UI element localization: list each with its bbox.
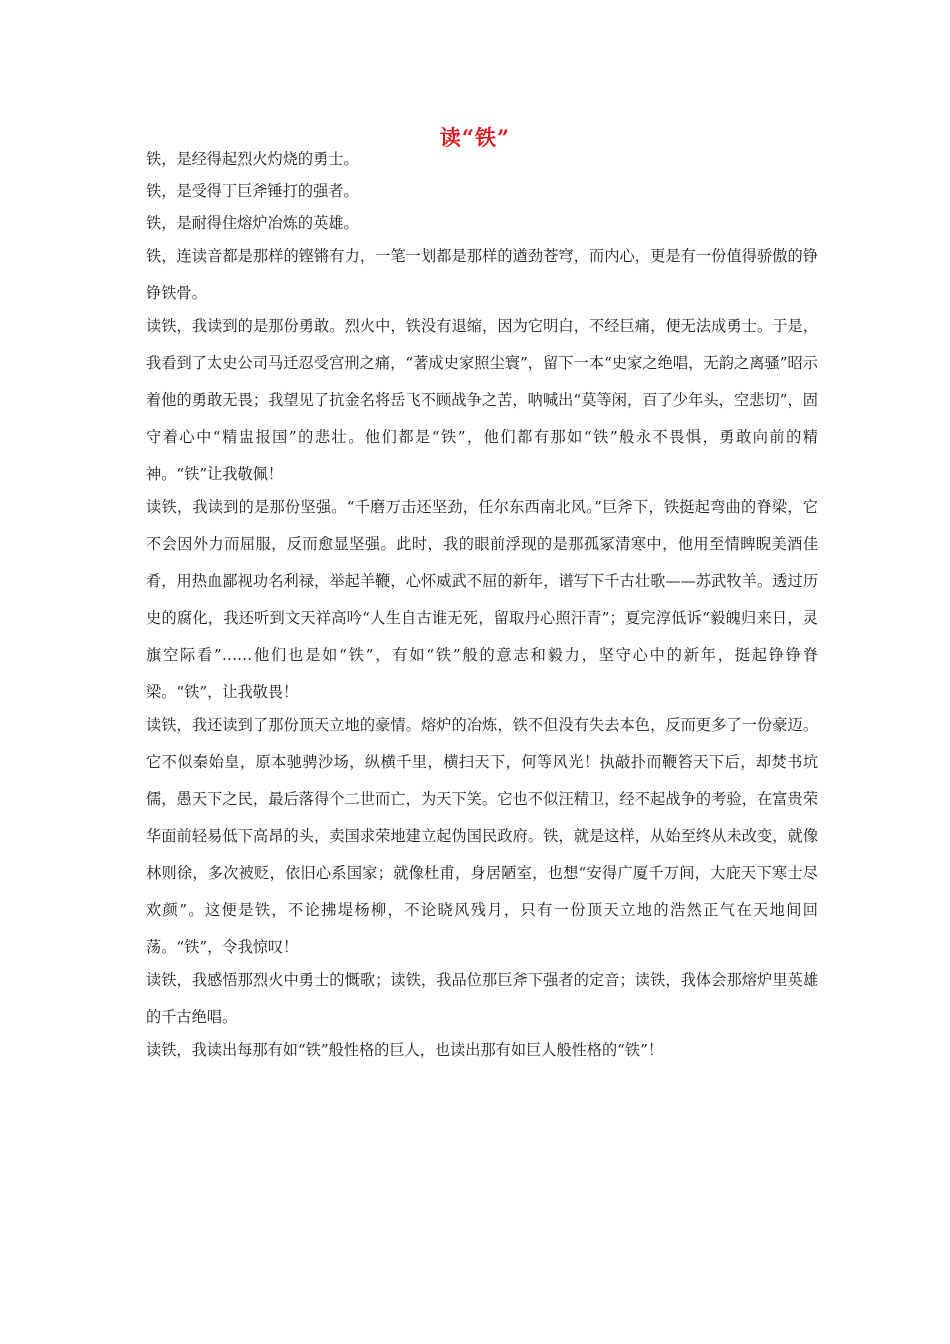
paragraph-9: 读铁，我读出每那有如“铁”般性格的巨人，也读出那有如巨人般性格的“铁”！	[146, 1041, 664, 1059]
paragraph-5: 读铁，我读到的是那份勇敢。烈火中，铁没有退缩，因为它明白，不经巨痛，便无法成勇士。于是，我看到了太史公司马迁忍受宫刑之痛，“著成史家照尘寰”，留下一本“史家之绝唱，无韵之离骚”昭示着他的勇敢无畏；我望见了抗金名将岳飞不顾战争之苦，呐喊出“莫等闲，百了少年头，空悲切”，固守着心中“精盅报国”的悲壮。他们都是“铁”，他们都有那如“铁”般永不畏惧，勇敢向前的精神。“铁”让我敬佩！	[146, 317, 818, 483]
paragraph-8: 读铁，我感悟那烈火中勇士的慨歌；读铁，我品位那巨斧下强者的定音；读铁，我体会那熔炉里英雄的千古绝唱。	[146, 971, 818, 1026]
paragraph-7: 读铁，我还读到了那份顶天立地的豪情。熔炉的冶炼，铁不但没有失去本色，反而更多了一份豪迈。它不似秦始皇，原本驰骋沙场，纵横千里，横扫天下，何等风光！执敲扑而鞭笞天下后，却焚书坑儒，愚天下之民，最后落得个二世而亡，为天下笑。它也不似汪精卫，经不起战争的考验，在富贵荣华面前轻易低下高昂的头，卖国求荣地建立起伪国民政府。铁，就是这样，从始至终从未改变，就像林则徐，多次被贬，依旧心系国家；就像杜甫，身居陋室，也想“安得广厦千万间，大庇天下寒士尽欢颜”。这便是铁，不论拂堤杨柳，不论晓风残月，只有一份顶天立地的浩然正气在天地间回荡。“铁”，令我惊叹！	[146, 716, 818, 956]
document-title: 读“铁”	[439, 125, 511, 150]
paragraph-1: 铁，是经得起烈火灼烧的勇士。	[146, 150, 359, 168]
paragraph-6: 读铁，我读到的是那份坚强。“千磨万击还坚劲，任尔东西南北风。”巨斧下，铁挺起弯曲的脊梁，它不会因外力而屈服，反而愈显坚强。此时，我的眼前浮现的是那孤冢清寒中，他用至情睥睨美酒佳肴，用热血鄙视功名利禄，举起羊鞭，心怀威武不屈的新年，谱写下千古壮歌——苏武牧羊。透过历史的腐化，我还听到文天祥高吟“人生自古谁无死，留取丹心照汗青”；夏完淳低诉“毅魄归来日，灵旗空际看”……他们也是如“铁”，有如“铁”般的意志和毅力，坚守心中的新年，挺起铮铮脊梁。“铁”，让我敬畏！	[146, 498, 818, 701]
paragraph-4: 铁，连读音都是那样的铿锵有力，一笔一划都是那样的遒劲苍穹，而内心，更是有一份值得骄傲的铮铮铁骨。	[146, 247, 818, 302]
document-body	[146, 146, 818, 1065]
paragraph-2: 铁，是受得丁巨斧锤打的强者。	[146, 182, 359, 200]
paragraph-3: 铁，是耐得住熔炉冶炼的英雄。	[146, 214, 359, 232]
